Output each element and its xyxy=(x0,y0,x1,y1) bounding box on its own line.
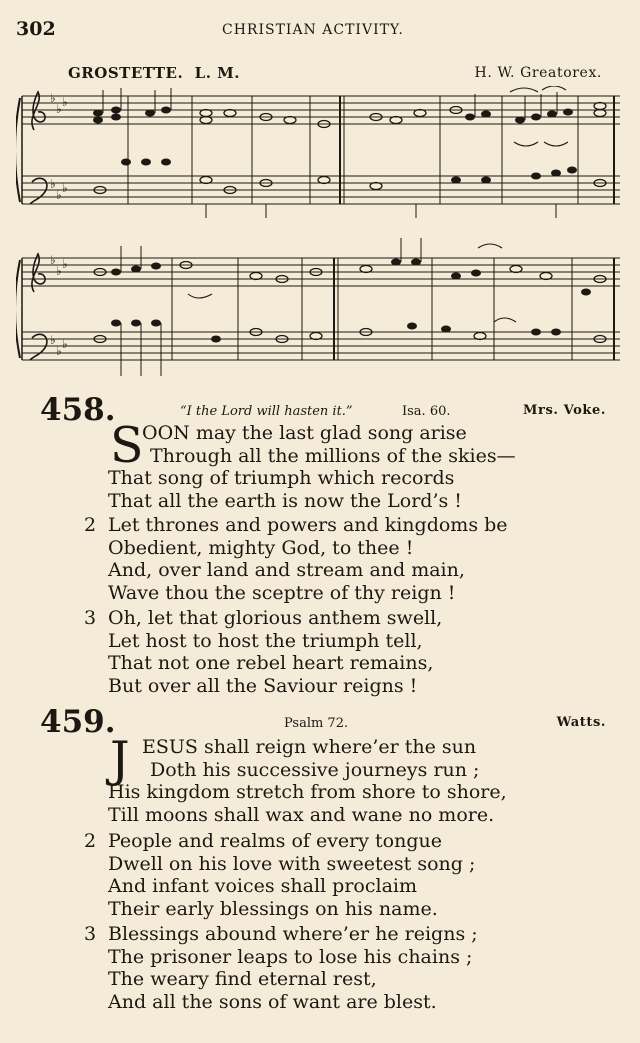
verse-line: Through all the millions of the skies— xyxy=(150,444,516,467)
tune-name: GROSTETTE. L. M. xyxy=(68,64,240,82)
svg-text:♭: ♭ xyxy=(56,264,62,278)
system-1-bass-staff xyxy=(22,176,620,204)
verse-line: That song of triumph which records xyxy=(108,467,455,489)
svg-text:♭: ♭ xyxy=(56,102,62,116)
drop-cap: J xyxy=(110,731,130,788)
hymn-459-stanza-2 xyxy=(84,830,624,920)
tune-line xyxy=(0,64,640,84)
page-number: 302 xyxy=(16,18,56,40)
verse-line: And, over land and stream and main, xyxy=(108,559,465,581)
running-head: CHRISTIAN ACTIVITY. xyxy=(222,22,404,38)
stanza-number: 2 xyxy=(84,830,97,852)
verse-line: That not one rebel heart remains, xyxy=(108,652,434,674)
svg-text:♭: ♭ xyxy=(56,188,62,202)
hymn-458-stanza-1 xyxy=(84,417,624,512)
svg-text:♭: ♭ xyxy=(62,181,68,195)
hymn-459-stanza-3 xyxy=(84,923,624,1013)
svg-text:♭: ♭ xyxy=(50,91,56,105)
verse-line: Their early blessings on his name. xyxy=(108,897,438,920)
system-2-bass-staff xyxy=(22,332,620,360)
verse-line: The weary find eternal rest, xyxy=(108,968,377,990)
hymn-458-stanza-2 xyxy=(84,514,624,604)
hymn-number: 458. xyxy=(40,392,116,428)
scripture-reference: Isa. 60. xyxy=(402,404,451,419)
svg-text:♭: ♭ xyxy=(50,177,56,191)
hymn-subtitle: Psalm 72. xyxy=(284,716,349,731)
verse-line: That all the earth is now the Lord’s ! xyxy=(108,489,462,512)
verse-line: Dwell on his love with sweetest song ; xyxy=(108,852,476,875)
stanza-number: 3 xyxy=(84,607,97,629)
hymn-458-heading xyxy=(0,392,640,426)
verse-line: Blessings abound where’er he reigns ; xyxy=(108,923,478,945)
verse-line: But over all the Saviour reigns ! xyxy=(108,674,418,697)
stanza-number: 3 xyxy=(84,923,97,945)
music-score xyxy=(16,86,626,384)
verse-line: His kingdom stretch from shore to shore, xyxy=(108,781,507,803)
hymn-author: Mrs. Voke. xyxy=(523,403,606,418)
tune-composer: H. W. Greatorex. xyxy=(474,65,602,81)
verse-line: Oh, let that glorious anthem swell, xyxy=(108,607,443,629)
page-header xyxy=(0,18,640,42)
verse-line: And infant voices shall proclaim xyxy=(108,875,418,897)
hymn-number: 459. xyxy=(40,704,116,740)
verse-line: And all the sons of want are blest. xyxy=(108,990,437,1013)
tune-meter: L. M. xyxy=(194,64,240,82)
hymn-458-stanza-3 xyxy=(84,607,624,697)
verse-line: OON may the last glad song arise xyxy=(142,422,467,444)
svg-text:♭: ♭ xyxy=(62,95,68,109)
svg-text:♭: ♭ xyxy=(56,344,62,358)
hymn-subtitle: “I the Lord will hasten it.” xyxy=(180,404,353,419)
verse-line: Obedient, mighty God, to thee ! xyxy=(108,536,414,559)
verse-line: Let thrones and powers and kingdoms be xyxy=(108,514,508,536)
hymn-author: Watts. xyxy=(556,715,606,730)
svg-text:♭: ♭ xyxy=(62,337,68,351)
svg-text:♭: ♭ xyxy=(50,253,56,267)
svg-text:♭: ♭ xyxy=(50,333,56,347)
stanza-number: 2 xyxy=(84,514,97,536)
hymn-459-stanza-1 xyxy=(84,731,624,826)
svg-text:♭: ♭ xyxy=(62,257,68,271)
verse-line: People and realms of every tongue xyxy=(108,830,442,852)
hymn-459-heading xyxy=(0,704,640,738)
verse-line: The prisoner leaps to lose his chains ; xyxy=(108,945,473,968)
verse-line: Doth his successive journeys run ; xyxy=(150,758,480,781)
verse-line: Wave thou the sceptre of thy reign ! xyxy=(108,581,456,604)
verse-line: ESUS shall reign where’er the sun xyxy=(142,736,477,758)
verse-line: Let host to host the triumph tell, xyxy=(108,629,423,652)
drop-cap: S xyxy=(110,417,144,474)
verse-line: Till moons shall wax and wane no more. xyxy=(108,803,495,826)
